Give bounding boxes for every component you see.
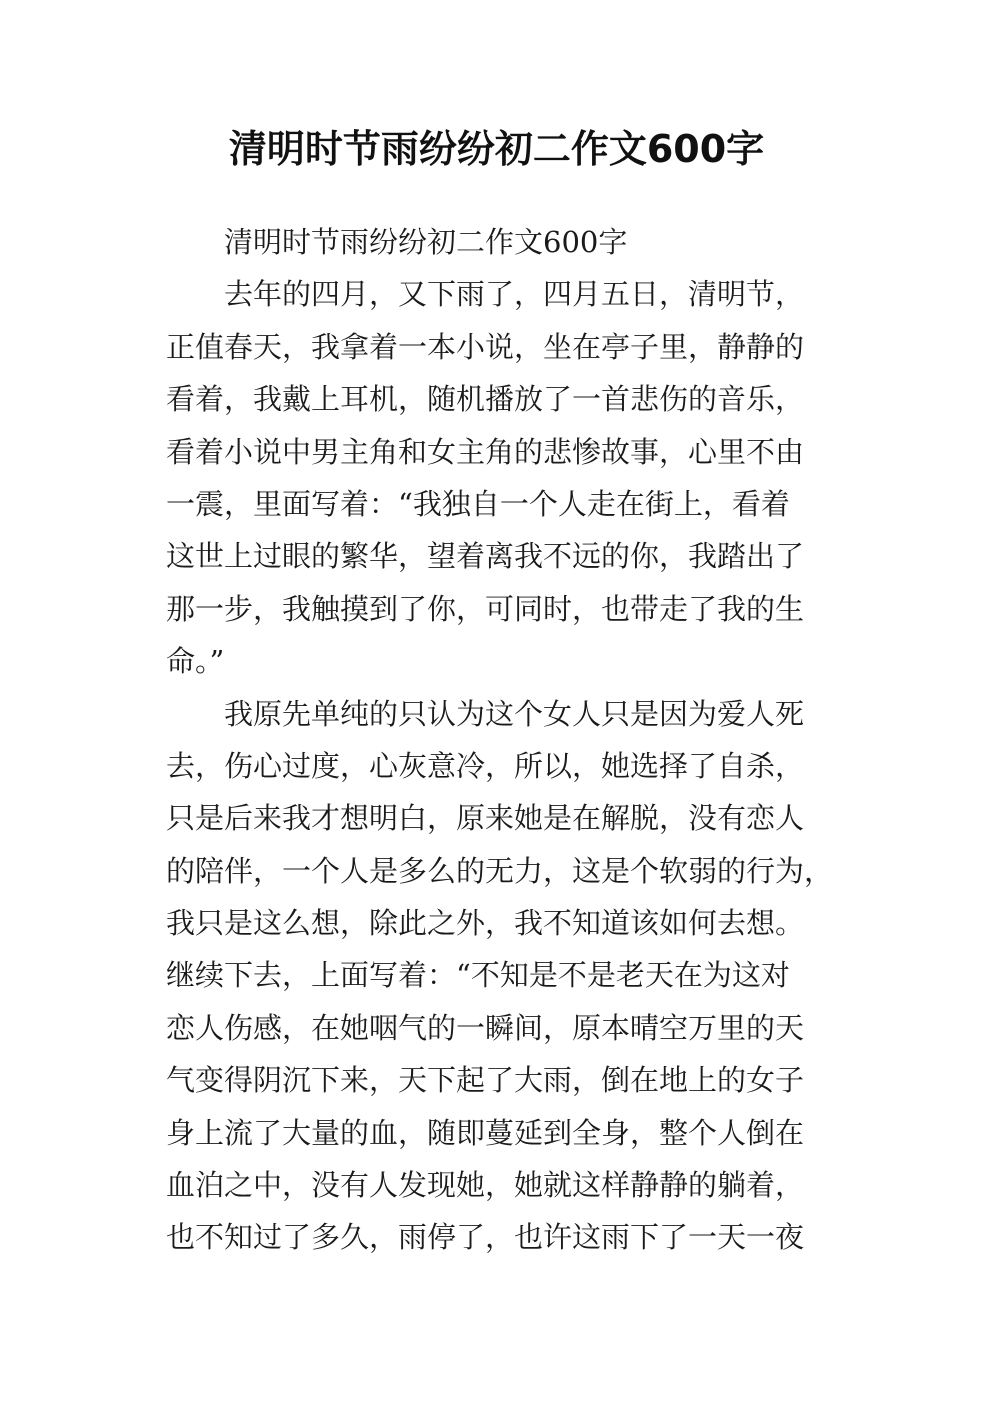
text-line: 去年的四月，又下雨了，四月五日，清明节，	[224, 277, 805, 312]
document-title: 清明时节雨纷纷初二作文600字	[228, 127, 765, 171]
text-line: 那一步，我触摸到了你，可同时，也带走了我的生	[166, 591, 805, 626]
text-line: 这世上过眼的繁华，望着离我不远的你，我踏出了	[166, 539, 805, 574]
text-line: 我只是这么想，除此之外，我不知道该如何去想。	[166, 906, 805, 941]
text-line: 继续下去，上面写着：“不知是不是老天在为这对	[166, 958, 790, 993]
text-line: 正值春天，我拿着一本小说，坐在亭子里，静静的	[166, 329, 805, 364]
text-line: 清明时节雨纷纷初二作文600字	[224, 225, 628, 259]
text-line: 血泊之中，没有人发现她，她就这样静静的躺着，	[166, 1168, 805, 1203]
text-line: 的陪伴，一个人是多么的无力，这是个软弱的行为，	[166, 853, 834, 888]
document-body	[166, 216, 834, 1264]
text-line: 身上流了大量的血，随即蔓延到全身，整个人倒在	[166, 1115, 805, 1150]
text-line: 去，伤心过度，心灰意冷，所以，她选择了自杀，	[166, 748, 805, 783]
text-line: 看着，我戴上耳机，随机播放了一首悲伤的音乐，	[166, 382, 805, 417]
text-line: 命。”	[166, 644, 225, 679]
text-line: 气变得阴沉下来，天下起了大雨，倒在地上的女子	[166, 1063, 805, 1098]
text-line: 一震，里面写着：“我独自一个人走在街上，看着	[166, 486, 790, 521]
text-line: 恋人伤感，在她咽气的一瞬间，原本晴空万里的天	[166, 1010, 805, 1045]
text-line: 我原先单纯的只认为这个女人只是因为爱人死	[224, 696, 805, 731]
text-line: 看着小说中男主角和女主角的悲惨故事，心里不由	[166, 434, 805, 469]
text-line: 只是后来我才想明白，原来她是在解脱，没有恋人	[166, 801, 805, 836]
text-line: 也不知过了多久，雨停了，也许这雨下了一天一夜	[166, 1220, 805, 1255]
